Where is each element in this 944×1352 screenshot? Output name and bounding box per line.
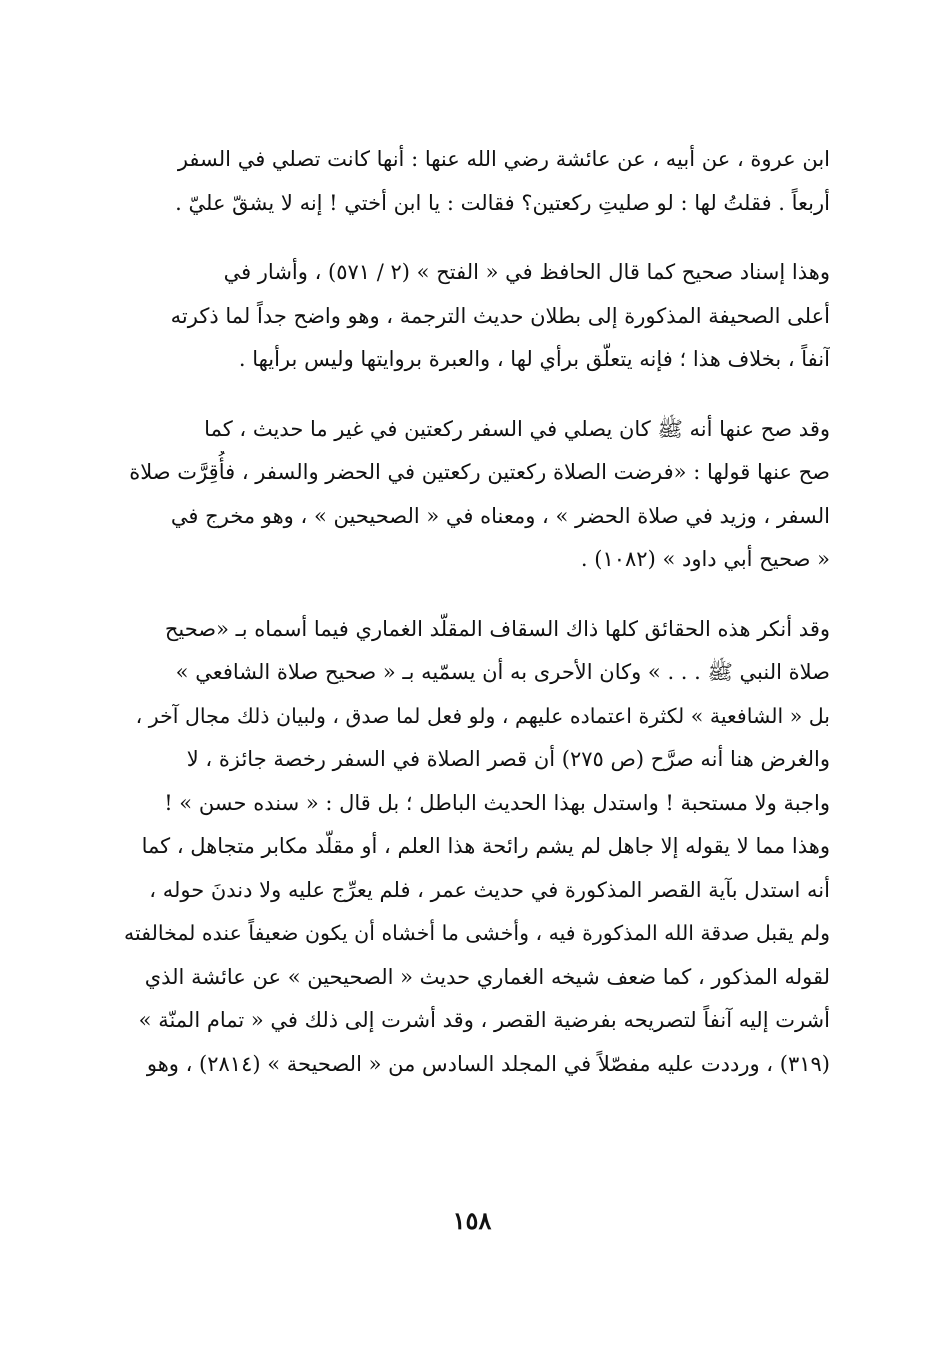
text-line: السفر ، وزيد في صلاة الحضر » ، ومعناه في « الصحيحين » ، وهو مخرج في xyxy=(170,503,830,528)
text-line: لقوله المذكور ، كما ضعف شيخه الغماري حديث « الصحيحين » عن عائشة الذي xyxy=(144,964,830,989)
body-text xyxy=(120,138,830,1112)
text-line: والغرض هنا أنه صرَّح (ص ٢٧٥) أن قصر الصلاة في السفر رخصة جائزة ، لا xyxy=(186,747,830,771)
text-line: وهذا إسناد صحيح كما قال الحافظ في « الفتح » (٢ / ٥٧١) ، وأشار في xyxy=(223,260,830,284)
text-line: وقد أنكر هذه الحقائق كلها ذاك السقاف المقلّد الغماري فيما أسماه بـ «صحيح xyxy=(164,616,830,641)
text-line: أشرت إليه آنفاً لتصريحه بفرضية القصر ، وقد أشرت إلى ذلك في « تمام المنّة » xyxy=(138,1008,830,1032)
text-line: ابن عروة ، عن أبيه ، عن عائشة رضي الله عنها : أنها كانت تصلي في السفر xyxy=(177,147,830,171)
text-line: آنفاً ، بخلاف هذا ؛ فإنه يتعلّق برأي لها ، والعبرة بروايتها وليس برأيها . xyxy=(238,347,830,371)
paragraph-1 xyxy=(120,138,830,225)
page-number: ١٥٨ xyxy=(452,1206,492,1235)
text-line: وقد صح عنها أنه ﷺ كان يصلي في السفر ركعتين في غير ما حديث ، كما xyxy=(204,416,830,441)
text-line: ولم يقبل صدقة الله المذكورة فيه ، وأخشى ما أخشاه أن يكون ضعيفاً عنده لمخالفته xyxy=(124,921,830,945)
text-line: « صحيح أبي داود » (١٠٨٢) . xyxy=(580,547,830,571)
text-line: وهذا مما لا يقوله إلا جاهل لم يشم رائحة هذا العلم ، أو مقلّد مكابر متجاهل ، كما xyxy=(141,834,830,858)
text-line: أعلى الصحيفة المذكورة إلى بطلان حديث الترجمة ، وهو واضح جداً لما ذكرته xyxy=(170,303,830,328)
text-line: بل « الشافعية » لكثرة اعتماده عليهم ، ولو فعل لما صدق ، ولبيان ذلك مجال آخر ، xyxy=(135,703,830,728)
paragraph-3 xyxy=(120,408,830,582)
paragraph-4 xyxy=(120,608,830,1087)
text-line: أنه استدل بآية القصر المذكورة في حديث عمر ، فلم يعرِّج عليه ولا دندنَ حوله ، xyxy=(149,877,830,902)
text-line: أربعاً . فقلتُ لها : لو صليتِ ركعتين؟ فقالت : يا ابن أختي ! إنه لا يشقّ عليّ . xyxy=(175,190,830,215)
paragraph-2 xyxy=(120,251,830,382)
text-line: صلاة النبي ﷺ . . . » وكان الأحرى به أن يسمّيه بـ « صحيح صلاة الشافعي » xyxy=(175,660,830,684)
text-line: صح عنها قولها : «فرضت الصلاة ركعتين ركعتين في الحضر والسفر ، فأُقِرَّت صلاة xyxy=(129,460,830,484)
text-line: واجبة ولا مستحبة ! واستدل بهذا الحديث الباطل ؛ بل قال : « سنده حسن » ! xyxy=(164,790,830,815)
text-line: (٣١٩) ، ورددت عليه مفصّلاً في المجلد السادس من « الصحيحة » (٢٨١٤) ، وهو xyxy=(146,1051,830,1076)
